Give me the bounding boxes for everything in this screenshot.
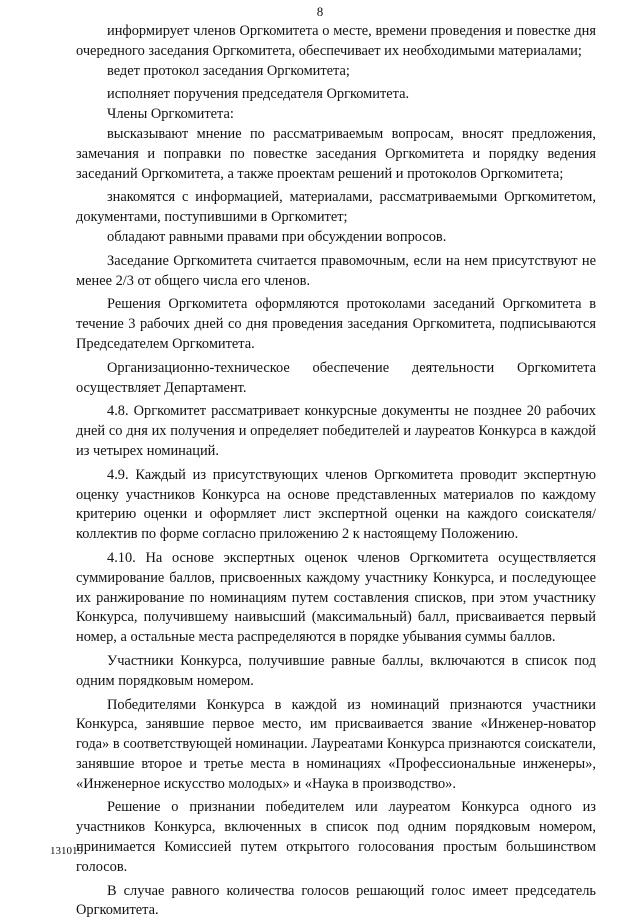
paragraph-members-express-opinion: высказывают мнение по рассматриваемым вопросам, вносят предложения, замечания и поправки по повестке заседания Оргкомитета и порядку ведения заседаний Оргкомитета, а также проектам решений и протоколов Оргкомитета; — [76, 125, 596, 182]
paragraph-members-heading: Члены Оргкомитета: — [107, 106, 234, 123]
paragraph-decisions-minutes: Решения Оргкомитета оформляются протоколами заседаний Оргкомитета в течение 3 рабочих дней со дня проведения заседания Оргкомитета, подписываются Председателем Оргкомитета. — [76, 296, 596, 352]
paragraph-members-review-materials: знакомятся с информацией, материалами, рассматриваемыми Оргкомитетом, документами, поступившими в Оргкомитет; — [76, 189, 596, 226]
paragraph-voting-decision: Решение о признании победителем или лауреатом Конкурса одного из участников Конкурса, включенных в список под одним порядковым номером, принимается Комиссией путем открытого голосования простым большинством голосов. — [76, 799, 596, 875]
paragraph-casting-vote: В случае равного количества голосов решающий голос имеет председатель Оргкомитета. — [76, 882, 596, 919]
paragraph-section-4-9: 4.9. Каждый из присутствующих членов Оргкомитета проводит экспертную оценку участников Конкурса на основе представленных материалов по каждому критерию оценки и оформляет лист экспертной оценки на каждого соискателя/коллектив по форме согласно приложению 2 к настоящему Положению. — [76, 466, 596, 543]
paragraph-organizational-support: Организационно-техническое обеспечение деятельности Оргкомитета осуществляет Департамент. — [76, 359, 596, 396]
page-number: 8 — [316, 4, 324, 19]
paragraph-keeps-minutes: ведет протокол заседания Оргкомитета; — [107, 62, 350, 79]
footer-document-code: 131019 — [50, 845, 83, 857]
paragraph-quorum: Заседание Оргкомитета считается правомочным, если на нем присутствуют не менее 2/3 от общего числа его членов. — [76, 252, 596, 289]
paragraph-executes-instructions: исполняет поручения председателя Оргкомитета. — [107, 86, 410, 103]
document-body — [76, 22, 596, 921]
paragraph-equal-scores: Участники Конкурса, получившие равные баллы, включаются в список под одним порядковым номером. — [76, 652, 596, 689]
paragraph-section-4-8: 4.8. Оргкомитет рассматривает конкурсные документы не позднее 20 рабочих дней со дня их получения и определяет победителей и лауреатов Конкурса в каждой из четырех номинаций. — [76, 403, 596, 459]
paragraph-section-4-10: 4.10. На основе экспертных оценок членов Оргкомитета осуществляется суммирование баллов, присвоенных каждому участнику Конкурса, и последующее их ранжирование по номинациям путем составления списков, при этом участнику Конкурса, получившему наивысший (максимальный) балл, присваивается первый номер, а остальные места распределяются в порядке убывания суммы баллов. — [76, 549, 596, 646]
paragraph-chair-informs: информирует членов Оргкомитета о месте, времени проведения и повестке дня очередного заседания Оргкомитета, обеспечивает их необходимыми материалами; — [76, 23, 596, 59]
paragraph-winners: Победителями Конкурса в каждой из номинаций признаются участники Конкурса, занявшие первое место, им присваивается звание «Инженер-новатор года» в соответствующей номинации. Лауреатами Конкурса признаются соискатели, занявшие второе и третье места в номинациях «Профессиональные инженеры», «Инженерное искусство молодых» и «Наука в производство». — [76, 696, 596, 792]
paragraph-equal-rights: обладают равными правами при обсуждении вопросов. — [107, 228, 447, 245]
